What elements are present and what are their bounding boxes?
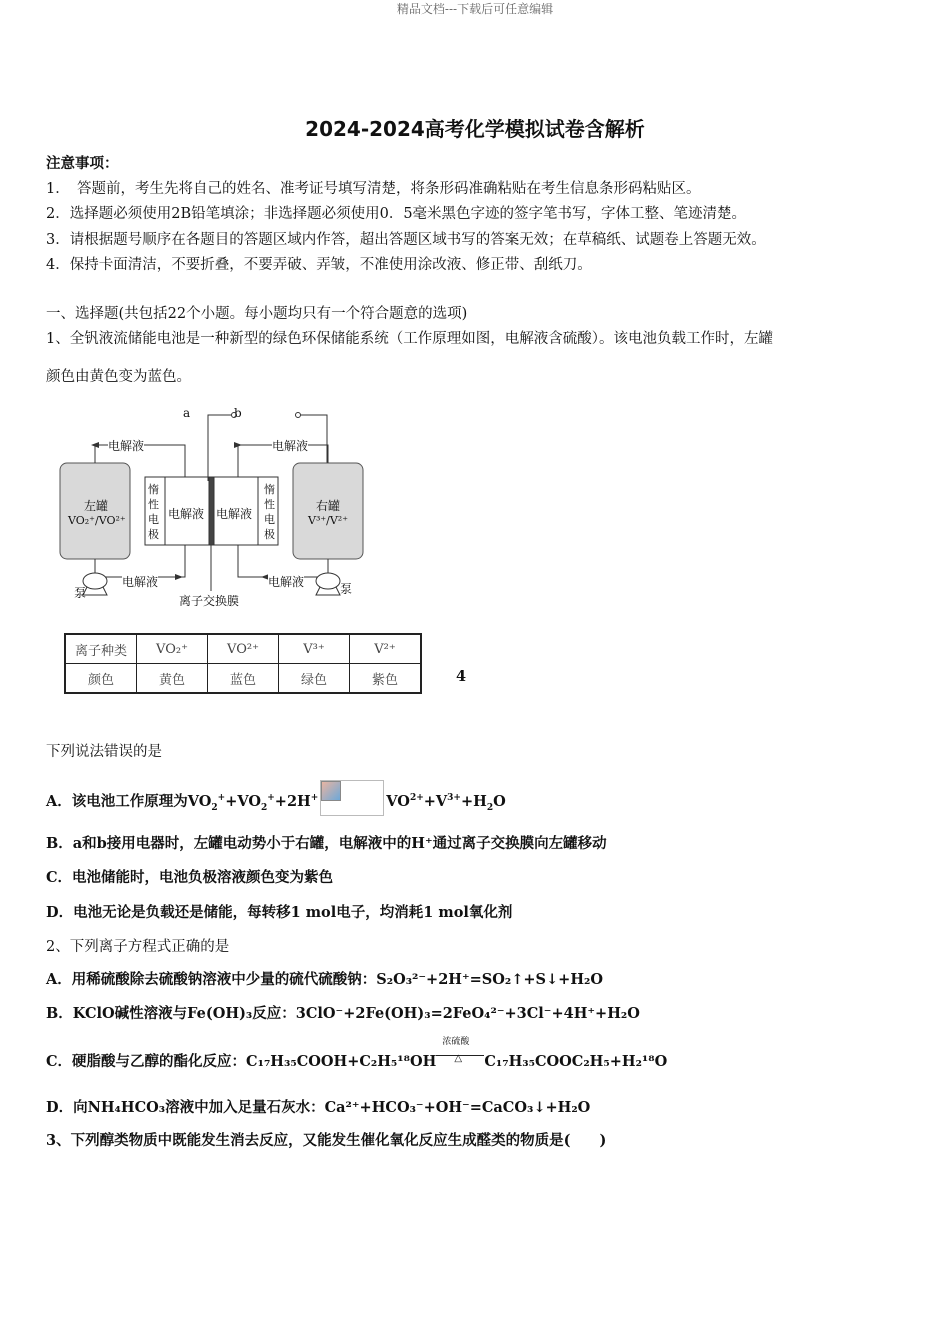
notice-item-4: 4．保持卡面清洁，不要折叠，不要弄破、弄皱，不准使用涂改液、修正带、刮纸刀。 [46, 257, 592, 273]
q2-option-b: B．KClO碱性溶液与Fe(OH)₃反应：3ClO⁻+2Fe(OH)₃=2FeO₄²⁻+3Cl⁻+4H⁺+H₂O [46, 1005, 640, 1022]
table-row [65, 664, 421, 694]
side-number: 4 [456, 668, 467, 685]
inert-electrode-left: 惰 性 电 极 [148, 483, 159, 541]
broken-image-icon [320, 780, 384, 816]
q2-option-c: C．硬脂酸与乙醇的酯化反应：C₁₇H₃₅COOH+C₂H₅¹⁸OH 浓硫酸 △ C₁₇H₃₅COOC₂H₅+H₂¹⁸O [46, 1037, 668, 1070]
left-tank-ions: VO₂⁺/VO²⁺ [68, 514, 126, 527]
q2-option-a: A．用稀硫酸除去硫酸钠溶液中少量的硫代硫酸钠：S₂O₃²⁻+2H⁺=SO₂↑+S↓+H₂O [46, 971, 604, 988]
ion-color-table [64, 633, 422, 694]
terminal-a-label: a [183, 406, 191, 420]
page-header: 精品文档---下载后可任意编辑 [396, 2, 554, 16]
q1-option-a: A．该电池工作原理为$VO_2^++VO_2^++2H^+$ $VO^{2+}+V^{3+}+H_2O$ [46, 780, 506, 816]
table-cell: 颜色 [65, 664, 137, 694]
page-title: 2024-2024高考化学模拟试卷含解析 [305, 117, 645, 141]
right-tank-label: 右罐 [316, 499, 341, 513]
electrolyte-top-left: 电解液 [108, 439, 145, 453]
electrolyte-cell-left: 电解液 [168, 507, 205, 521]
pump-left-label: 泵 [74, 586, 87, 600]
notice-item-3: 3．请根据题号顺序在各题目的答题区域内作答，超出答题区域书写的答案无效；在草稿纸、试题卷上答题无效。 [46, 232, 766, 248]
q1-stem-line2: 颜色由黄色变为蓝色。 [46, 369, 191, 385]
q1-option-d: D．电池无论是负载还是储能，每转移1 mol电子，均消耗1 mol氧化剂 [46, 904, 513, 921]
q3-stem: 3、下列醇类物质中既能发生消去反应，又能发生催化氧化反应生成醛类的物质是( ) [46, 1132, 607, 1149]
table-cell: 绿色 [279, 664, 350, 694]
table-cell: VO²⁺ [208, 634, 279, 664]
q2-option-d: D．向NH₄HCO₃溶液中加入足量石灰水：Ca²⁺+HCO₃⁻+OH⁻=CaCO₃↓+H₂O [46, 1099, 591, 1116]
table-cell: 紫色 [350, 664, 422, 694]
table-cell: 黄色 [137, 664, 208, 694]
table-cell: V³⁺ [279, 634, 350, 664]
q1-option-c: C．电池储能时，电池负极溶液颜色变为紫色 [46, 869, 334, 886]
notice-item-2: 2．选择题必须使用2B铅笔填涂；非选择题必须使用0．5毫米黑色字迹的签字笔书写，字体工整、笔迹清楚。 [46, 206, 747, 222]
table-cell: VO₂⁺ [137, 634, 208, 664]
table-row [65, 634, 421, 664]
pump-right-label: 泵 [340, 582, 353, 596]
right-tank-ions: V³⁺/V²⁺ [308, 514, 349, 527]
q1-option-b: B．a和b接用电器时，左罐电动势小于右罐，电解液中的H⁺通过离子交换膜向左罐移动 [46, 835, 607, 852]
table-cell: 蓝色 [208, 664, 279, 694]
electrolyte-top-right: 电解液 [272, 439, 309, 453]
left-tank-label: 左罐 [84, 499, 109, 513]
q2-stem: 2、下列离子方程式正确的是 [46, 939, 230, 955]
notice-item-1: 1． 答题前，考生先将自己的姓名、准考证号填写清楚，将条形码准确粘贴在考生信息条形码粘贴区。 [46, 181, 701, 197]
inert-electrode-right: 惰 性 电 极 [264, 483, 275, 541]
electrolyte-bottom-right: 电解液 [268, 575, 305, 589]
table-cell: V²⁺ [350, 634, 422, 664]
notice-heading: 注意事项： [46, 155, 119, 172]
electrolyte-bottom-left: 电解液 [122, 575, 159, 589]
table-cell: 离子种类 [65, 634, 137, 664]
q1-ask: 下列说法错误的是 [46, 744, 162, 760]
terminal-b-label: b [234, 406, 242, 420]
electrolyte-cell-right: 电解液 [216, 507, 253, 521]
q1-stem-line1: 1、全钒液流储能电池是一种新型的绿色环保储能系统（工作原理如图，电解液含硫酸）。该电池负载工作时，左罐 [46, 331, 773, 347]
section-heading: 一、选择题(共包括22个小题。每小题均只有一个符合题意的选项) [46, 306, 468, 322]
reaction-condition-arrow: 浓硫酸 △ [436, 1048, 484, 1068]
membrane-label: 离子交换膜 [179, 594, 240, 608]
